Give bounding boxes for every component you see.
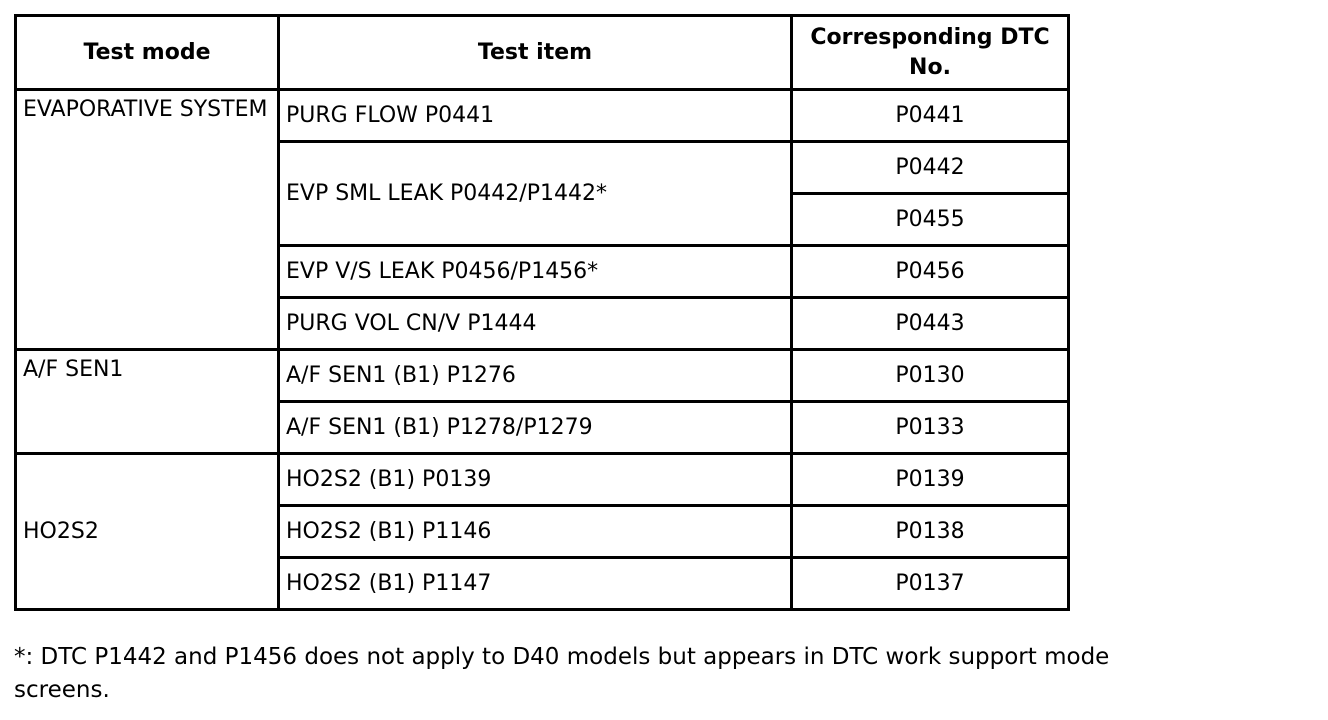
dtc-cell: P0455	[792, 194, 1069, 246]
table-row	[16, 90, 1069, 142]
dtc-cell: P0133	[792, 402, 1069, 454]
dtc-cell: P0441	[792, 90, 1069, 142]
test-item-cell: HO2S2 (B1) P1147	[279, 558, 792, 610]
dtc-test-mode-table	[14, 14, 1070, 611]
col-header-test-item: Test item	[279, 16, 792, 90]
dtc-cell: P0137	[792, 558, 1069, 610]
test-item-cell: EVP SML LEAK P0442/P1442*	[279, 142, 792, 246]
footnote-line-2: screens.	[14, 677, 110, 703]
dtc-cell: P0138	[792, 506, 1069, 558]
footnote-line-1: *: DTC P1442 and P1456 does not apply to D40 models but appears in DTC work support mode	[14, 644, 1110, 670]
test-mode-cell-ho2s2: HO2S2	[16, 454, 279, 610]
test-item-cell: A/F SEN1 (B1) P1278/P1279	[279, 402, 792, 454]
dtc-cell: P0442	[792, 142, 1069, 194]
col-header-test-mode: Test mode	[16, 16, 279, 90]
test-item-cell: EVP V/S LEAK P0456/P1456*	[279, 246, 792, 298]
header-row	[16, 16, 1069, 90]
test-item-cell: PURG VOL CN/V P1444	[279, 298, 792, 350]
test-item-cell: HO2S2 (B1) P0139	[279, 454, 792, 506]
footnote	[14, 641, 1320, 707]
test-mode-cell-af-sen1: A/F SEN1	[16, 350, 279, 454]
dtc-cell: P0130	[792, 350, 1069, 402]
test-item-cell: HO2S2 (B1) P1146	[279, 506, 792, 558]
test-item-cell: PURG FLOW P0441	[279, 90, 792, 142]
dtc-cell: P0456	[792, 246, 1069, 298]
test-mode-cell-evaporative-system: EVAPORATIVE SYSTEM	[16, 90, 279, 350]
col-header-corresponding-dtc: Corresponding DTC No.	[792, 16, 1069, 90]
dtc-cell: P0443	[792, 298, 1069, 350]
dtc-cell: P0139	[792, 454, 1069, 506]
table-row	[16, 454, 1069, 506]
table-row	[16, 350, 1069, 402]
test-item-cell: A/F SEN1 (B1) P1276	[279, 350, 792, 402]
